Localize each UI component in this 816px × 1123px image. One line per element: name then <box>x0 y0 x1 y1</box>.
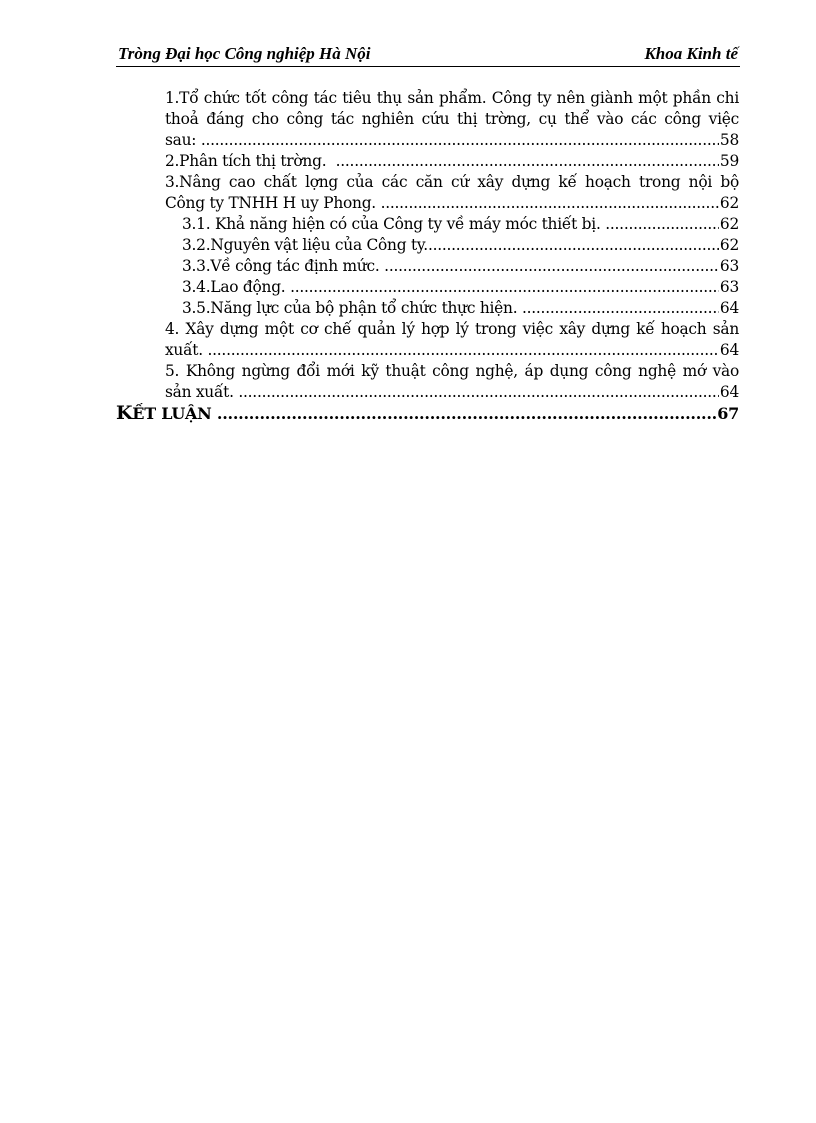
toc-entry-5-page: 64 <box>719 383 739 401</box>
toc-entry-3-1-page: 62 <box>719 215 739 233</box>
toc-entry-1-line-1: 1.Tổ chức tốt công tác tiêu thụ sản phẩm. Công ty nên giành một phần chi <box>165 89 739 107</box>
toc-entry-4-page: 64 <box>719 341 739 359</box>
header-school-name: Tròng Đại học Công nghiệp Hà Nội <box>118 44 371 63</box>
toc-entry-3-5-page: 64 <box>719 299 739 317</box>
toc-entry-3-3-text: 3.3.Về công tác định mức. <box>182 257 385 275</box>
dot-leader <box>381 193 719 213</box>
toc-conclusion-initial: K <box>116 403 133 423</box>
dot-leader <box>201 130 719 150</box>
toc-entry-3-2-page: 62 <box>719 236 739 254</box>
dot-leader <box>238 382 719 402</box>
dot-leader <box>217 404 716 423</box>
toc-entry-1-line-3: sau: <box>165 131 201 149</box>
toc-entry-3[interactable] <box>165 193 739 213</box>
toc-entry-3-page: 62 <box>719 194 739 212</box>
toc-conclusion-rest: ẾT LUẬN <box>132 404 217 423</box>
toc-entry-3-3-page: 63 <box>719 257 739 275</box>
toc-entry-3-line-2: Công ty TNHH H uy Phong. <box>165 194 381 212</box>
toc-entry-3-1[interactable] <box>182 214 739 234</box>
toc-entry-3-4[interactable] <box>182 277 739 297</box>
toc-entry-4-line-1: 4. Xây dựng một cơ chế quản lý hợp lý trong việc xây dựng kế hoạch sản <box>165 320 739 338</box>
toc-entry-3-5-text: 3.5.Năng lực của bộ phận tổ chức thực hiện. <box>182 299 522 317</box>
dot-leader <box>336 151 719 171</box>
dot-leader <box>428 235 719 255</box>
toc-entry-4[interactable] <box>165 340 739 360</box>
toc-entry-4-line-2: xuất. <box>165 341 208 359</box>
toc-entry-5[interactable] <box>165 382 739 402</box>
toc-entry-3-4-page: 63 <box>719 278 739 296</box>
toc-conclusion-text <box>116 403 217 423</box>
toc-entry-5-line-1: 5. Không ngừng đổi mới kỹ thuật công nghệ, áp dụng công nghệ mớ vào <box>165 362 739 380</box>
toc-entry-2[interactable] <box>165 151 739 171</box>
toc-entry-3-line-1: 3.Nâng cao chất lợng của các căn cứ xây dựng kế hoạch trong nội bộ <box>165 173 739 191</box>
dot-leader <box>384 256 719 276</box>
toc-entry-1-page: 58 <box>719 131 739 149</box>
toc-entry-3-2-text: 3.2.Nguyên vật liệu của Công ty. <box>182 236 428 254</box>
toc-conclusion-page: 67 <box>717 404 739 423</box>
header-faculty-name: Khoa Kinh tế <box>644 44 738 63</box>
dot-leader <box>208 340 719 360</box>
toc-entry-conclusion[interactable] <box>116 403 739 423</box>
toc-entry-2-text: 2.Phân tích thị trờng. <box>165 152 336 170</box>
toc-entry-1-line-2: thoả đáng cho công tác nghiên cứu thị trờng, cụ thể vào các công việc <box>165 110 739 128</box>
toc-entry-2-page: 59 <box>719 152 739 170</box>
toc-entry-5-line-2: sản xuất. <box>165 383 239 401</box>
toc-entry-1[interactable] <box>165 130 739 150</box>
toc-entry-3-1-text: 3.1. Khả năng hiện có của Công ty về máy móc thiết bị. <box>182 215 606 233</box>
dot-leader <box>605 214 719 234</box>
dot-leader <box>522 298 719 318</box>
page-header <box>116 44 740 67</box>
toc-entry-3-3[interactable] <box>182 256 739 276</box>
toc-entry-3-5[interactable] <box>182 298 739 318</box>
toc-entry-3-4-text: 3.4.Lao động. <box>182 278 291 296</box>
toc-entry-3-2[interactable] <box>182 235 739 255</box>
dot-leader <box>290 277 719 297</box>
